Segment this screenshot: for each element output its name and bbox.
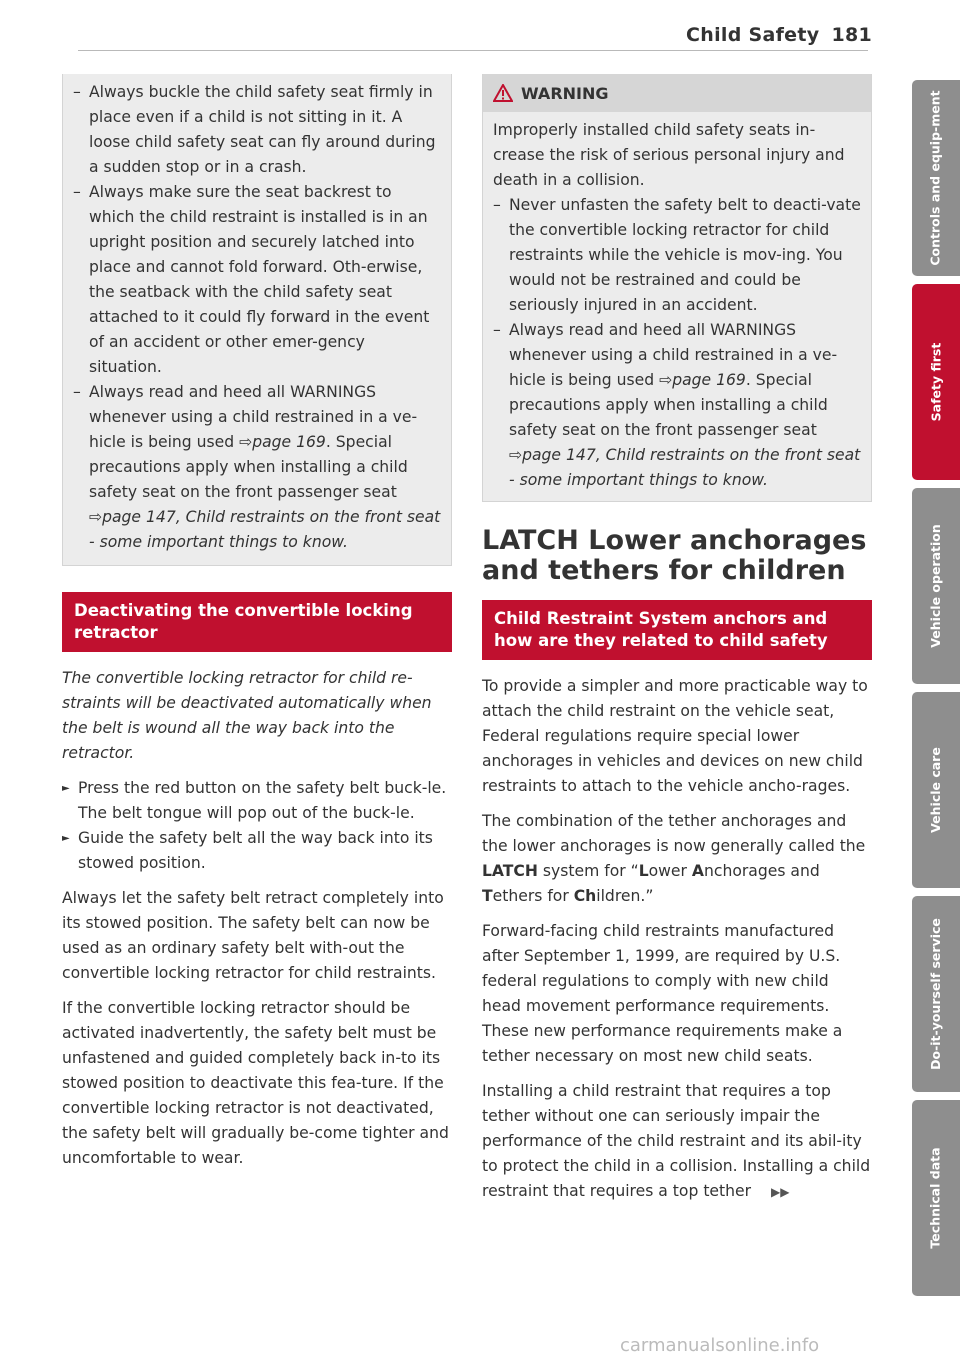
section-title-latch: LATCH Lower anchorages and tethers for children	[482, 525, 867, 586]
paragraph: If the convertible locking retractor should be activated inadvertently, the safety belt must be unfastened and guided completely back in-to its stowed position to deactivate this fea-ture. If the convertible locking retractor is not deactivated, the safety belt will gradually be-come tighter and uncomfortable to wear.	[62, 999, 449, 1167]
item-text: . Special precautions apply when installing a child safety seat on the front passenger seat	[509, 371, 828, 439]
text: ildren.”	[596, 887, 654, 905]
section-subheading: Child Restraint System anchors and how are they related to child safety	[482, 600, 872, 660]
right-column	[482, 74, 872, 1215]
ref-text: page 169	[672, 371, 746, 389]
tab-label: Controls and equip-ment	[928, 90, 944, 266]
tab-label: Vehicle care	[928, 747, 944, 833]
text: ethers for	[492, 887, 574, 905]
continued-arrow-icon: ▶▶	[771, 1185, 790, 1199]
tab-label: Technical data	[928, 1147, 943, 1249]
tab-do-it-yourself[interactable]	[912, 896, 960, 1092]
tab-safety-first[interactable]	[912, 284, 960, 480]
warning-continuation-box	[62, 74, 452, 566]
reference-arrow-icon: ⇨	[659, 371, 673, 389]
item-text: Always read and heed all WARNINGS whenever using a child restrained in a ve-hicle is being used	[509, 321, 838, 389]
tab-technical-data[interactable]	[912, 1100, 960, 1296]
intro-paragraph: The convertible locking retractor for child re-straints will be deactivated automatically when the belt is wound all the way back into the retractor.	[62, 669, 432, 762]
list-item: – Always make sure the seat backrest to which the child restraint is installed is in an upright position and securely latched into place and cannot fold forward. Oth-erwise, the seatback with the child safety seat attached to it could fly forward in the event of an accident or other emer-gency situation.	[73, 180, 441, 380]
reference-arrow-icon: ⇨	[89, 508, 103, 526]
text: The combination of the tether anchorages and the lower anchorages is now generally called the	[482, 812, 866, 855]
list-item: – Always buckle the child safety seat firmly in place even if a child is not sitting in it. A loose child safety seat can fly around during a sudden stop or in a crash.	[73, 80, 441, 180]
list-item: – Never unfasten the safety belt to deacti-vate the convertible locking retractor for child restraints while the vehicle is mov-ing. You would not be restrained and could be seriously injured in an accident.	[493, 193, 861, 318]
section-subheading: Deactivating the convertible locking retractor	[62, 592, 452, 652]
step-item: ► Guide the safety belt all the way back into its stowed position.	[62, 826, 452, 876]
reference-arrow-icon: ⇨	[239, 433, 253, 451]
text: L	[638, 862, 649, 880]
tab-label: Do-it-yourself service	[928, 918, 944, 1070]
page-number: 181	[831, 24, 872, 46]
step-item: ► Press the red button on the safety belt buck-le. The belt tongue will pop out of the buck-le.	[62, 776, 452, 826]
ref-text: page 147, Child restraints on the front seat - some important things to know.	[509, 446, 861, 489]
page-header	[600, 24, 872, 46]
page-reference-link[interactable]	[89, 508, 440, 551]
ref-text: page 169	[252, 433, 326, 451]
paragraph: Forward-facing child restraints manufactured after September 1, 1999, are required by U.S. federal regulations to comply with new child head movement performance requirements. These new performance requirements make a tether necessary on most new child seats.	[482, 922, 843, 1065]
step-list	[62, 776, 452, 876]
paragraph	[482, 1079, 872, 1205]
tab-label: Vehicle operation	[928, 524, 944, 648]
warning-triangle-icon	[493, 84, 513, 102]
item-text: Always read and heed all WARNINGS whenever using a child restrained in a ve-hicle is being used	[89, 383, 418, 451]
paragraph	[482, 809, 872, 909]
tab-label: Safety first	[928, 342, 943, 422]
list-item	[73, 380, 441, 555]
page-reference-link[interactable]	[659, 371, 746, 389]
paragraph: To provide a simpler and more practicable way to attach the child restraint on the vehicle seat, Federal regulations require special lower anchorages in vehicles and devices on new child restraints to attach to the vehicle ancho-rages.	[482, 677, 868, 795]
text: Installing a child restraint that requires a top tether without one can seriously impair the performance of the child restraint and its abil-ity to protect the child in a collision. Installing a child restraint that requires a top tether	[482, 1082, 871, 1200]
page-reference-link[interactable]	[239, 433, 326, 451]
warning-box	[482, 74, 872, 502]
list-item	[493, 318, 861, 493]
section-title: Child Safety	[686, 24, 820, 46]
watermark: carmanualsonline.info	[620, 1335, 820, 1356]
text: T	[482, 887, 493, 905]
warning-intro: Improperly installed child safety seats in-crease the risk of serious personal injury and death in a collision.	[493, 121, 845, 189]
latch-term: LATCH	[482, 862, 538, 880]
tab-vehicle-care[interactable]	[912, 692, 960, 888]
warning-title: WARNING	[521, 83, 609, 103]
ref-text: page 147, Child restraints on the front seat - some important things to know.	[89, 508, 441, 551]
text: Ch	[573, 887, 597, 905]
chapter-tabs	[912, 80, 960, 1304]
page-reference-link[interactable]	[509, 446, 860, 489]
text: ower	[648, 862, 692, 880]
left-column	[62, 74, 452, 1181]
reference-arrow-icon: ⇨	[509, 446, 523, 464]
tab-controls[interactable]	[912, 80, 960, 276]
text: nchorages and	[703, 862, 820, 880]
text: system for “	[537, 862, 639, 880]
paragraph: Always let the safety belt retract completely into its stowed position. The safety belt can now be used as an ordinary safety belt with-out the convertible locking retractor for child restraints.	[62, 889, 444, 982]
text: A	[691, 862, 704, 880]
header-rule	[78, 50, 868, 51]
warning-header	[483, 74, 871, 112]
tab-vehicle-operation[interactable]	[912, 488, 960, 684]
item-text: . Special precautions apply when installing a child safety seat on the front passenger seat	[89, 433, 408, 501]
